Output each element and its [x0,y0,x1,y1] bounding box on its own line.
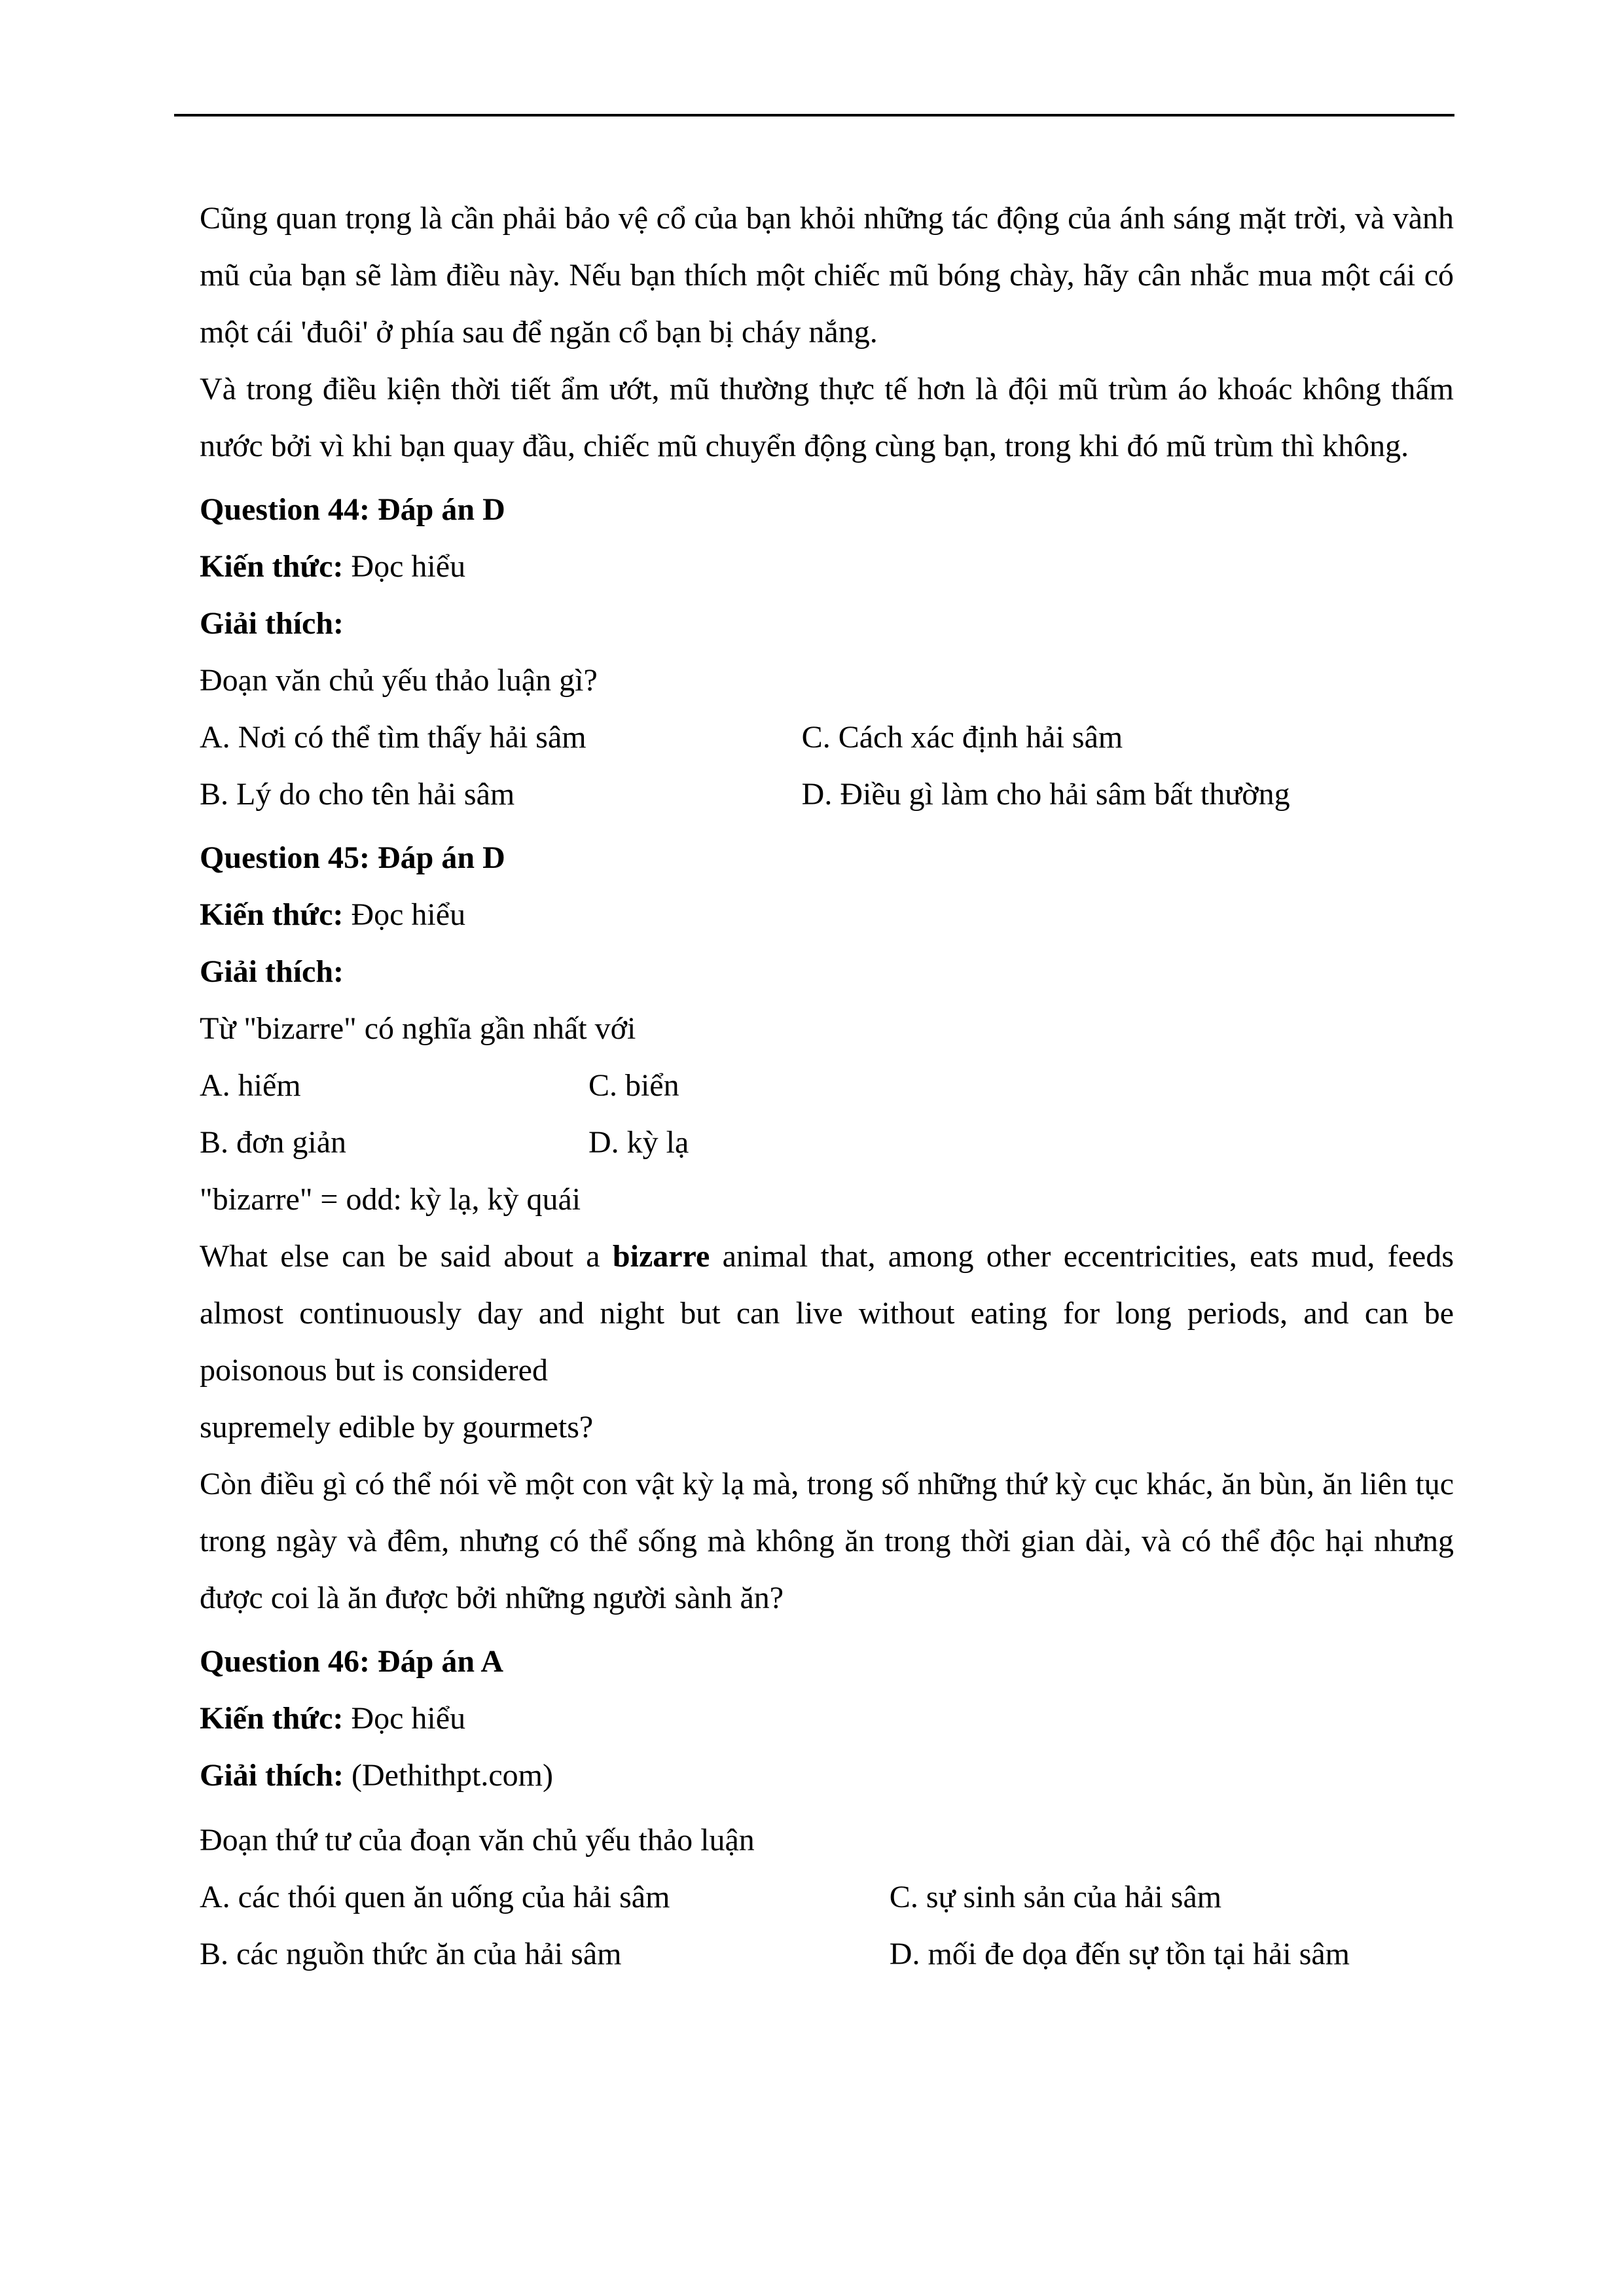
question-45-english-suffix: animal that, among other eccentricities, eats mud, feeds almost continuously day and night but can live without eating for long periods, and can be poisonous but is considered [200,1239,1454,1388]
question-45-prompt: Từ "bizarre" có nghĩa gần nhất với [200,1011,636,1046]
question-46-option-d: D. mối đe dọa đến sự tồn tại hải sâm [889,1937,1350,1971]
question-46-knowledge-label: Kiến thức: [200,1701,344,1736]
document-content [200,190,1454,1982]
question-46-explanation-note: (Dethithpt.com) [352,1758,553,1793]
question-44-option-b: B. Lý do cho tên hải sâm [200,777,515,812]
question-45-vietnamese-paragraph: Còn điều gì có thể nói về một con vật kỳ lạ mà, trong số những thứ kỳ cục khác, ăn bùn, ăn liên tục trong ngày và đêm, nhưng có thể sống mà không ăn trong thời gian dài, và có thể độc hại nhưng được coi là ăn được bởi những người sành ăn? [200,1467,1454,1615]
question-45-option-c: C. biển [588,1068,679,1103]
question-44-title: Question 44: Đáp án D [200,492,505,527]
question-46-explanation-heading [200,1747,1454,1804]
question-45-option-d: D. kỳ lạ [588,1125,689,1160]
question-45-title: Question 45: Đáp án D [200,840,505,875]
question-45-options-row-ac [200,1057,1454,1114]
question-44-prompt: Đoạn văn chủ yếu thảo luận gì? [200,663,598,698]
question-44-knowledge [200,538,1454,595]
question-44-option-c: C. Cách xác định hải sâm [801,720,1123,755]
question-46-option-c: C. sự sinh sản của hải sâm [889,1880,1222,1914]
question-46-options-row-bd [200,1926,1454,1982]
question-45-explanation-heading [200,943,1454,1000]
question-45-knowledge-value: Đọc hiểu [351,897,466,932]
question-45-note: "bizarre" = odd: kỳ lạ, kỳ quái [200,1182,581,1217]
question-44-options-row-bd [200,766,1454,823]
question-44-option-d: D. Điều gì làm cho hải sâm bất thường [801,777,1290,812]
question-45-english-prefix: What else can be said about a [200,1239,613,1274]
question-46-options-row-ac [200,1869,1454,1926]
question-46-option-b: B. các nguồn thức ăn của hải sâm [200,1937,622,1971]
question-45-english-tail: supremely edible by gourmets? [200,1410,594,1444]
question-44-knowledge-label: Kiến thức: [200,549,344,584]
question-45-english-paragraph [200,1228,1454,1399]
question-45-knowledge [200,886,1454,943]
header-rule [174,114,1454,117]
question-46-option-a: A. các thói quen ăn uống của hải sâm [200,1880,670,1914]
question-45-english-bold-word: bizarre [612,1239,710,1274]
intro-paragraph-2: Và trong điều kiện thời tiết ẩm ướt, mũ thường thực tế hơn là đội mũ trùm áo khoác không thấm nước bởi vì khi bạn quay đầu, chiếc mũ chuyển động cùng bạn, trong khi đó mũ trùm thì không. [200,372,1454,463]
question-44-explanation-heading [200,595,1454,652]
question-44-options-row-ac [200,709,1454,766]
question-46-knowledge [200,1690,1454,1747]
question-44-option-a: A. Nơi có thể tìm thấy hải sâm [200,720,586,755]
question-45-knowledge-label: Kiến thức: [200,897,344,932]
question-44-explanation-label: Giải thích: [200,606,344,641]
question-45-options-row-bd [200,1114,1454,1171]
question-44-knowledge-value: Đọc hiểu [351,549,466,584]
question-45-option-a: A. hiếm [200,1068,301,1103]
question-46-explanation-label: Giải thích: [200,1758,344,1793]
question-45-explanation-label: Giải thích: [200,954,344,989]
question-46-title: Question 46: Đáp án A [200,1644,504,1679]
question-46-prompt: Đoạn thứ tư của đoạn văn chủ yếu thảo luận [200,1823,755,1857]
question-46-knowledge-value: Đọc hiểu [351,1701,466,1736]
intro-paragraph-1: Cũng quan trọng là cần phải bảo vệ cổ của bạn khỏi những tác động của ánh sáng mặt trời, và vành mũ của bạn sẽ làm điều này. Nếu bạn thích một chiếc mũ bóng chày, hãy cân nhắc mua một cái có một cái 'đuôi' ở phía sau để ngăn cổ bạn bị cháy nắng. [200,201,1454,350]
question-45-option-b: B. đơn giản [200,1125,347,1160]
